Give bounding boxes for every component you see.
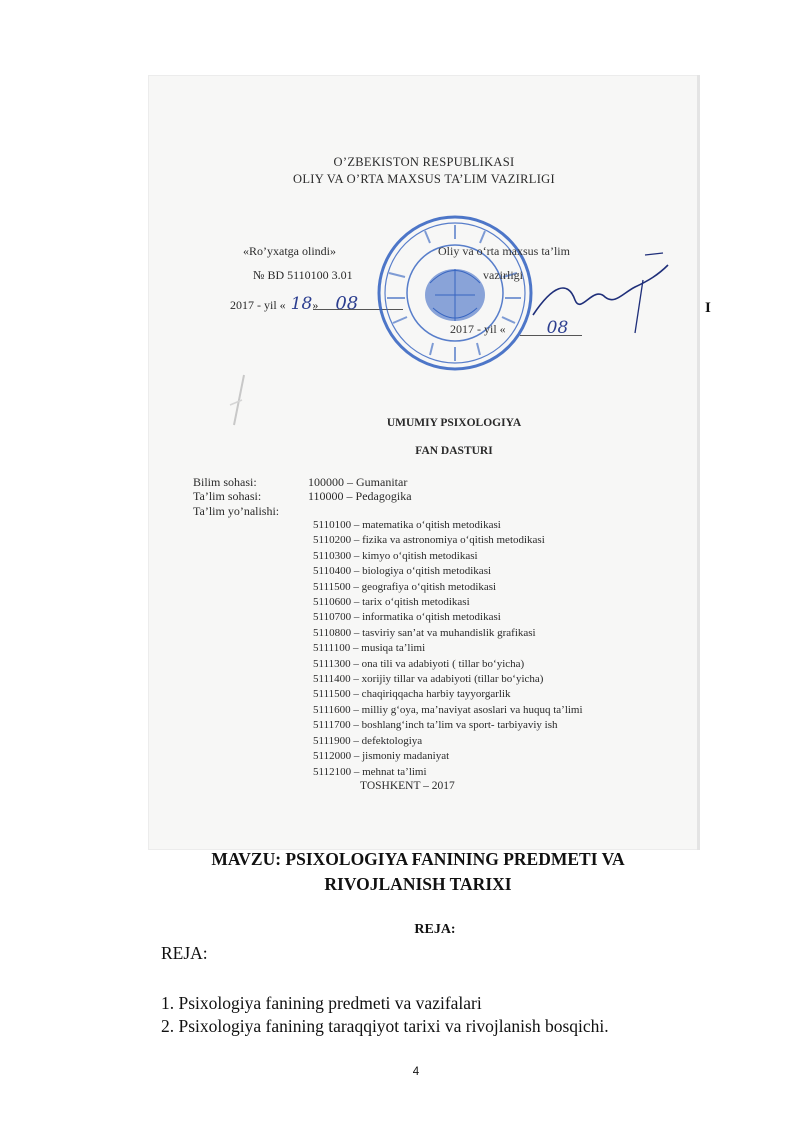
registration-date-prefix: 2017 - yil « <box>230 298 286 312</box>
approval-month-handwritten: 08 <box>546 318 569 338</box>
official-stamp <box>375 213 535 373</box>
margin-mark: I <box>705 300 711 316</box>
ministry-line-1: O’ZBEKISTON RESPUBLIKASI <box>333 155 515 169</box>
plan-label: REJA: <box>161 943 208 963</box>
specialty-item: 5110300 – kimyo o‘qitish metodikasi <box>313 549 478 562</box>
registration-day-handwritten: 18 <box>290 294 313 314</box>
specialty-item: 5111100 – musiqa ta’limi <box>313 642 426 655</box>
talim-sohasi-value: 110000 – Pedagogika <box>308 489 412 503</box>
scanned-cover-page <box>148 75 700 850</box>
specialty-item: 5111300 – ona tili va adabiyoti ( tillar bo‘yicha) <box>313 657 525 670</box>
specialty-item: 5110600 – tarix o‘qitish metodikasi <box>313 596 470 609</box>
topic-title-line-2: RIVOJLANISH TARIXI <box>324 874 512 894</box>
plan-list <box>161 992 609 1038</box>
page-number: 4 <box>412 1066 420 1078</box>
approval-line-2: vazirligi <box>483 268 523 282</box>
topic-title-line-1: MAVZU: PSIXOLOGIYA FANINING PREDMETI VA <box>211 849 625 869</box>
specialty-item: 5110100 – matematika o‘qitish metodikasi <box>313 519 501 531</box>
specialty-item: 5111600 – milliy g‘oya, ma’naviyat asoslari va huquq ta’limi <box>313 703 583 716</box>
program-title: FAN DASTURI <box>415 445 493 457</box>
specialty-item: 5110400 – biologiya o‘qitish metodikasi <box>313 565 492 578</box>
specialty-item: 5111500 – chaqiriqqacha harbiy tayyorgarlik <box>313 688 511 701</box>
city-year: TOSHKENT – 2017 <box>360 780 455 792</box>
approval-date-underline <box>520 335 582 336</box>
specialty-item: 5110800 – tasviriy san’at va muhandislik grafikasi <box>313 626 536 639</box>
specialty-list <box>313 518 583 780</box>
registration-date: 2017 - yil « 18» 08 <box>230 293 359 314</box>
plan-item: 2. Psixologiya fanining taraqqiyot tarixi va rivojlanish bosqichi. <box>161 1016 609 1036</box>
specialty-item: 5111500 – geografiya o‘qitish metodikasi <box>313 580 497 593</box>
specialty-item: 5112000 – jismoniy madaniyat <box>313 750 450 763</box>
specialty-item: 5111400 – xorijiy tillar va adabiyoti (tillar bo‘yicha) <box>313 673 544 686</box>
scan-edge <box>697 75 700 850</box>
specialty-item: 5110200 – fizika va astronomiya o‘qitish metodikasi <box>313 534 545 547</box>
bilim-sohasi-value: 100000 – Gumanitar <box>308 475 408 489</box>
specialty-item: 5112100 – mehnat ta’limi <box>313 765 427 778</box>
approval-line-1: Oliy va o‘rta maxsus ta’lim <box>438 244 570 258</box>
approval-date-prefix: 2017 - yil « <box>450 322 506 336</box>
talim-sohasi-label: Ta’lim sohasi: <box>193 489 262 503</box>
plan-item: 1. Psixologiya fanining predmeti va vazifalari <box>161 993 482 1013</box>
ministry-line-2: OLIY VA O’RTA MAXSUS TA’LIM VAZIRLIGI <box>293 172 555 186</box>
registration-month-handwritten: 08 <box>335 293 359 314</box>
specialty-item: 5111900 – defektologiya <box>313 734 423 747</box>
specialty-item: 5111700 – boshlang‘inch ta’lim va sport- tarbiyaviy ish <box>313 719 558 732</box>
talim-yonalishi-label: Ta’lim yo’nalishi: <box>193 504 280 518</box>
plan-heading: REJA: <box>414 922 456 937</box>
registration-label: «Ro’yxatga olindi» <box>243 244 336 258</box>
bilim-sohasi-label: Bilim sohasi: <box>193 475 257 489</box>
subject-title: UMUMIY PSIXOLOGIYA <box>386 417 522 429</box>
specialty-item: 5110700 – informatika o‘qitish metodikasi <box>313 611 501 624</box>
registration-number: № BD 5110100 3.01 <box>253 268 353 282</box>
